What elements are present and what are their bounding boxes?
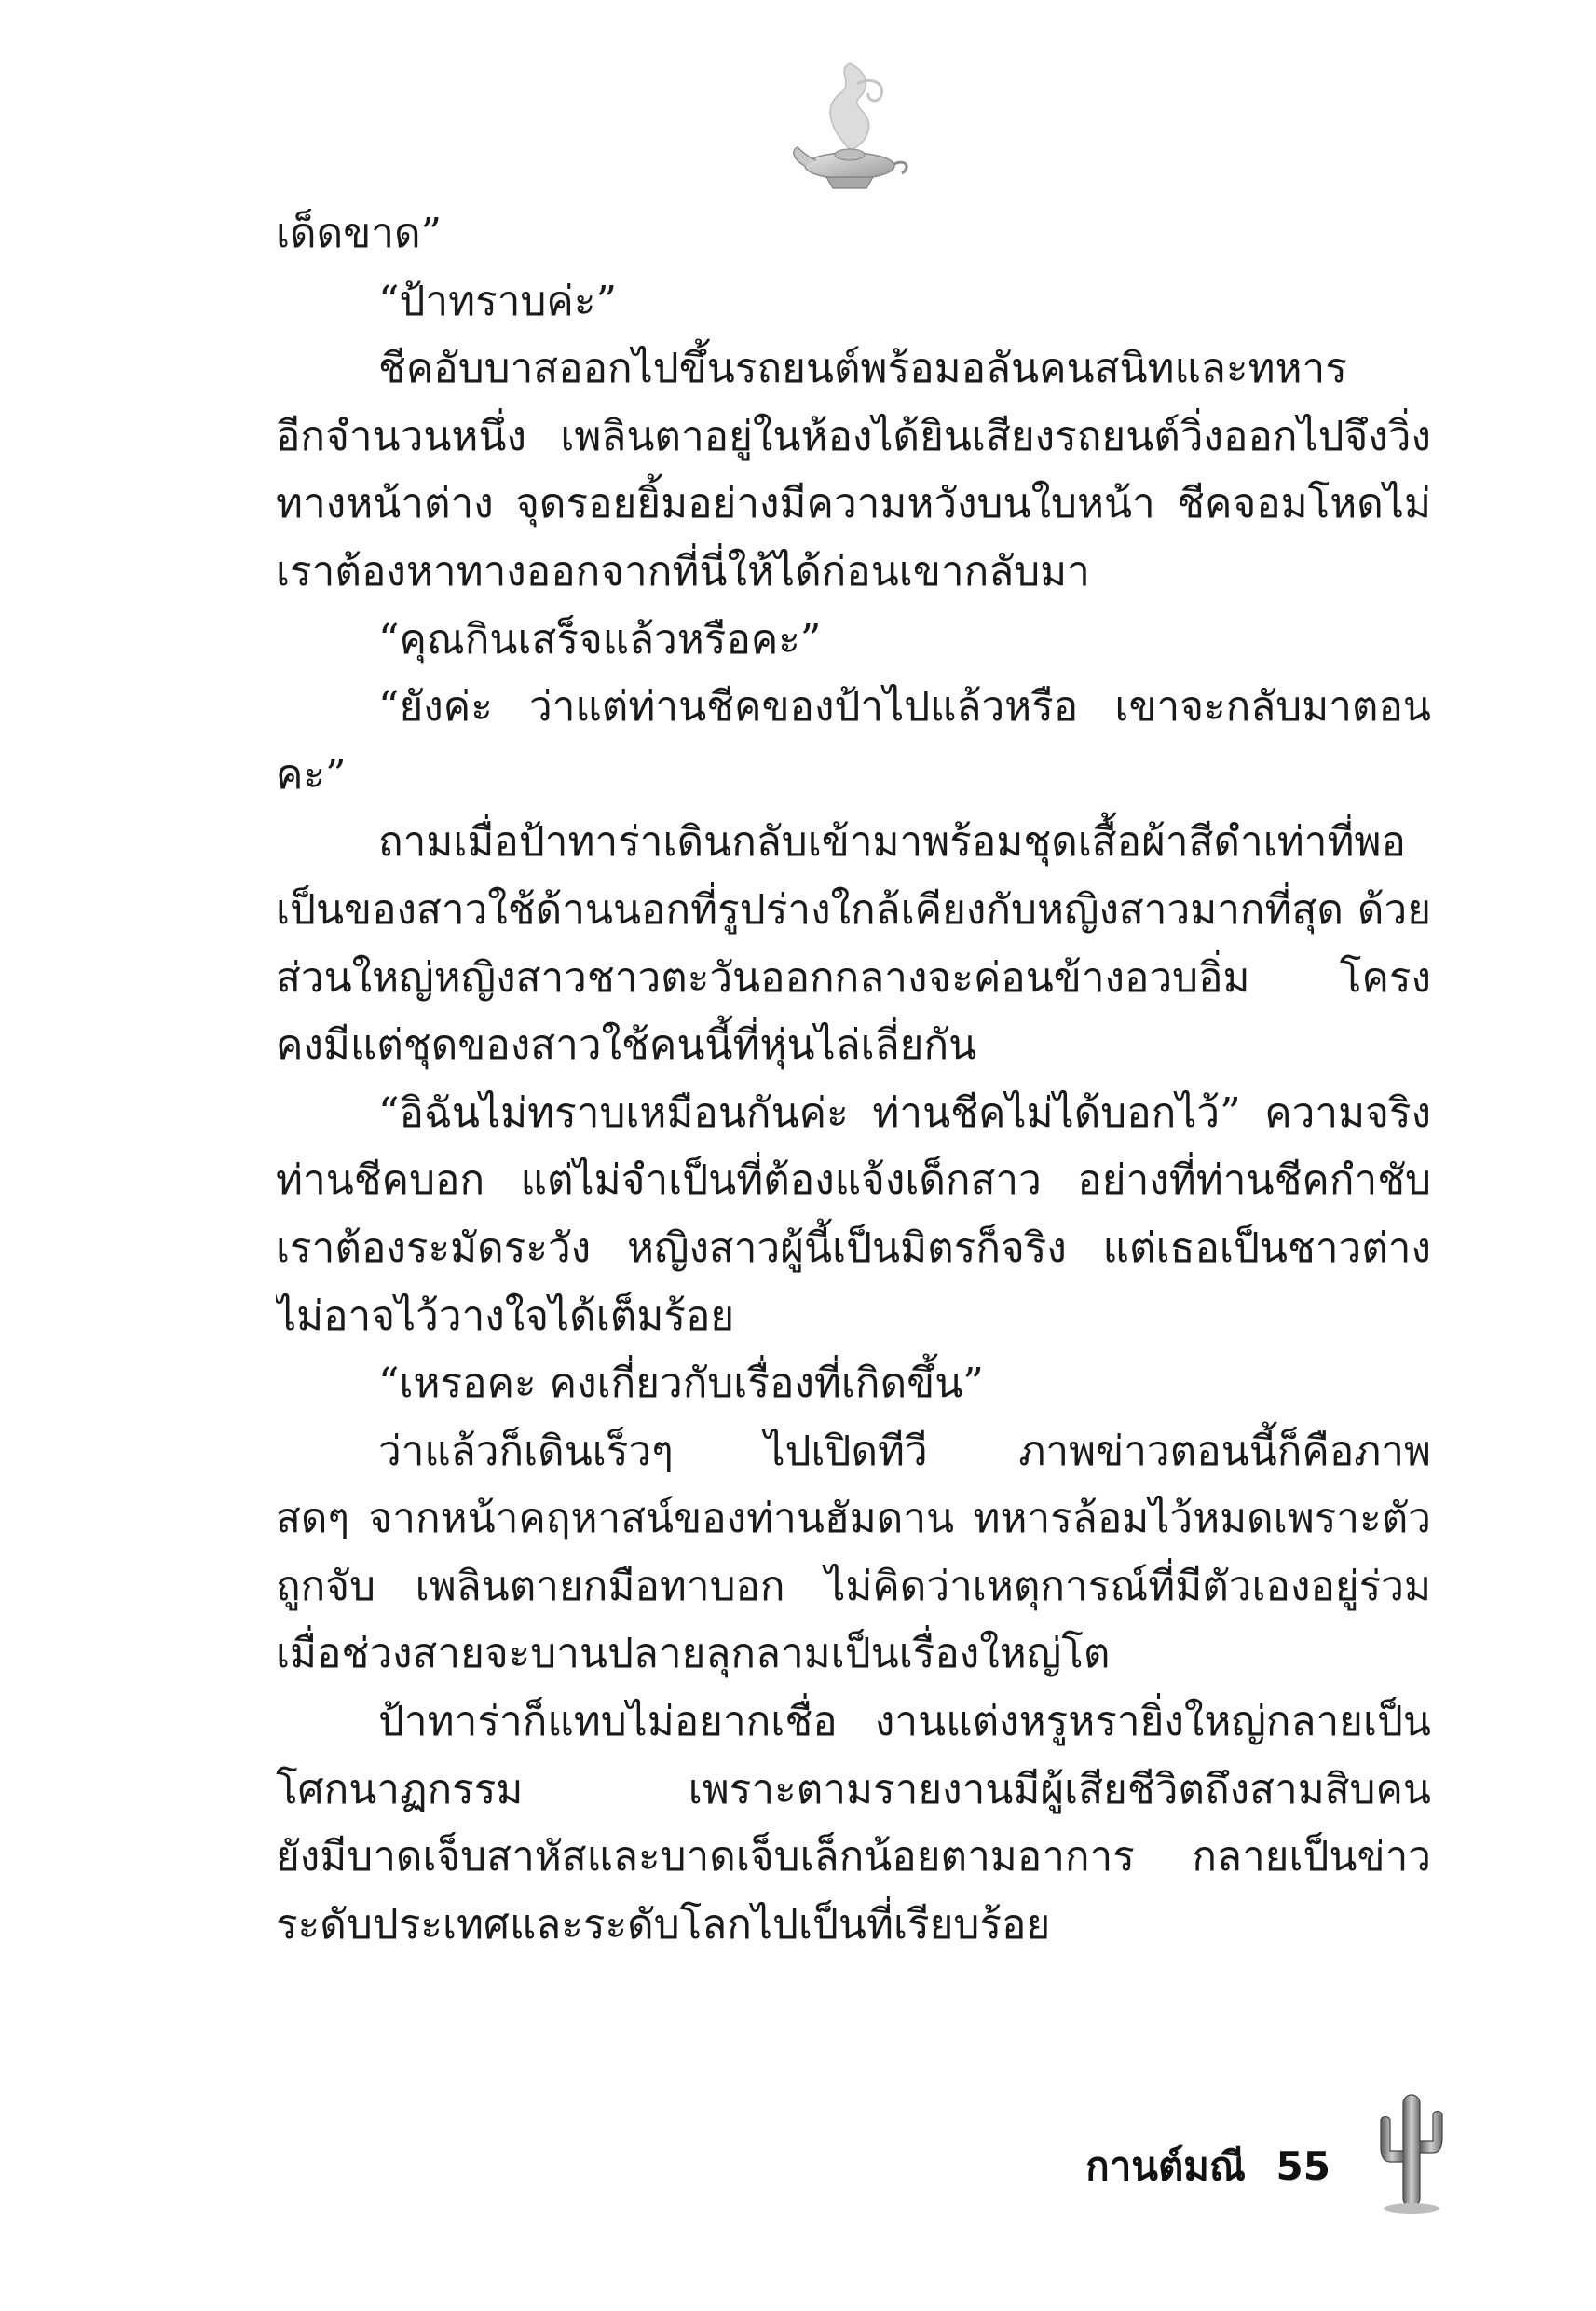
- text-line: เป็นของสาวใช้ด้านนอกที่รูปร่างใกล้เคียงกับหญิงสาวมากที่สุด ด้วย: [276, 885, 1431, 934]
- text-line: “ป้าทราบค่ะ”: [378, 277, 617, 325]
- page-number: 55: [1275, 2143, 1330, 2189]
- text-line: ชีคอับบาสออกไปขึ้นรถยนต์พร้อมอลันคนสนิทและทหาร: [378, 345, 1347, 393]
- body-text: [276, 200, 1431, 2064]
- text-line: เมื่อช่วงสายจะบานปลายลุกลามเป็นเรื่องใหญ่โต: [276, 1630, 1111, 1678]
- text-line: ยังมีบาดเจ็บสาหัสและบาดเจ็บเล็กน้อยตามอาการ กลายเป็นข่าว: [276, 1833, 1431, 1881]
- text-line: คงมีแต่ชุดของสาวใช้คนนี้ที่หุ่นไล่เลี่ยกัน: [276, 1021, 977, 1070]
- text-line: เราต้องหาทางออกจากที่นี่ให้ได้ก่อนเขากลับมา: [276, 547, 1090, 595]
- text-line: สดๆ จากหน้าคฤหาสน์ของท่านฮัมดาน ทหารล้อมไว้หมดเพราะตัว: [276, 1495, 1431, 1543]
- text-line: ระดับประเทศและระดับโลกไปเป็นที่เรียบร้อย: [276, 1900, 1051, 1949]
- text-line: ถามเมื่อป้าทาร่าเดินกลับเข้ามาพร้อมชุดเสื้อผ้าสีดำเท่าที่พอ: [378, 818, 1406, 867]
- text-line: ส่วนใหญ่หญิงสาวชาวตะวันออกกลางจะค่อนข้างอวบอิ่ม โครง: [276, 953, 1431, 1002]
- genie-lamp-icon: [784, 56, 915, 205]
- text-line: ถูกจับ เพลินตายกมือทาบอก ไม่คิดว่าเหตุการณ์ที่มีตัวเองอยู่ร่วม: [276, 1562, 1431, 1610]
- text-line: “เหรอคะ คงเกี่ยวกับเรื่องที่เกิดขึ้น”: [378, 1360, 984, 1408]
- text-line: ว่าแล้วก็เดินเร็วๆ ไปเปิดทีวี ภาพข่าวตอนนี้ก็คือภาพ: [378, 1427, 1431, 1475]
- text-line: คะ”: [276, 750, 347, 799]
- text-line: ท่านชีคบอก แต่ไม่จำเป็นที่ต้องแจ้งเด็กสาว อย่างที่ท่านชีคกำชับ: [276, 1156, 1431, 1205]
- text-line: “อิฉันไม่ทราบเหมือนกันค่ะ ท่านชีคไม่ได้บอกไว้” ความจริง: [378, 1088, 1431, 1137]
- text-line: โศกนาฏกรรม เพราะตามรายงานมีผู้เสียชีวิตถึงสามสิบคน: [276, 1765, 1431, 1813]
- book-title: กานต์มณี: [1085, 2143, 1246, 2189]
- text-line: เราต้องระมัดระวัง หญิงสาวผู้นี้เป็นมิตรก็จริง แต่เธอเป็นชาวต่าง: [276, 1224, 1431, 1272]
- text-line: ป้าทาร่าก็แทบไม่อยากเชื่อ งานแต่งหรูหรายิ่งใหญ่กลายเป็น: [378, 1698, 1431, 1746]
- text-line: ทางหน้าต่าง จุดรอยยิ้มอย่างมีความหวังบนใบหน้า ชีคจอมโหดไม่: [276, 480, 1431, 528]
- text-line: เด็ดขาด”: [276, 210, 443, 257]
- cactus-icon: [1370, 2087, 1453, 2218]
- text-line: อีกจำนวนหนึ่ง เพลินตาอยู่ในห้องได้ยินเสียงรถยนต์วิ่งออกไปจึงวิ่ง: [276, 412, 1431, 460]
- page-footer: [1085, 2134, 1330, 2199]
- text-line: ไม่อาจไว้วางใจได้เต็มร้อย: [276, 1292, 735, 1340]
- text-line: “ยังค่ะ ว่าแต่ท่านชีคของป้าไปแล้วหรือ เขาจะกลับมาตอน: [378, 683, 1431, 732]
- text-line: “คุณกินเสร็จแล้วหรือคะ”: [378, 615, 822, 663]
